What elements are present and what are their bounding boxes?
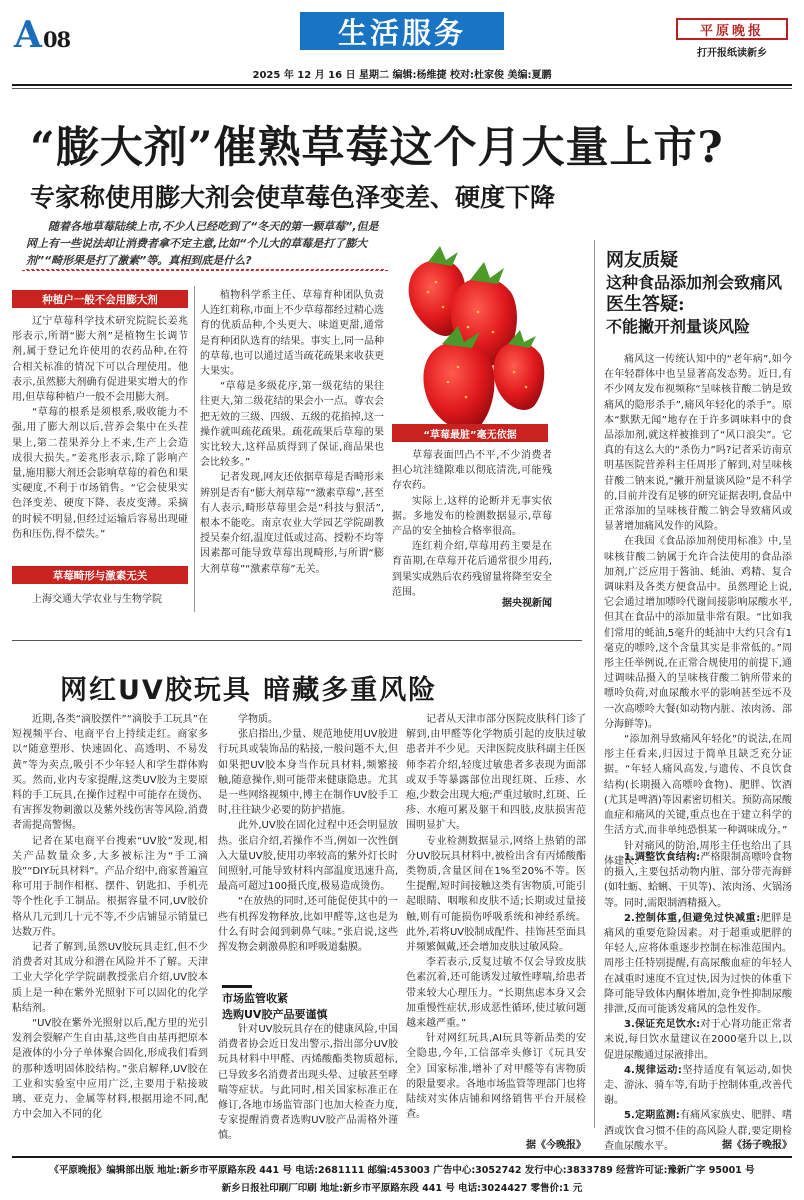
lead-col2: 植物科学系主任、草莓育种团队负责人连红莉称,市面上不少草莓都经过精心选育的优质品种,个头更大、味道更甜,通常是育种团队选育的结果。事实上,同一品种的草莓,也可以通过适当疏花疏果来收获更大果实。 “草莓是多级花序,第一级花结的果往往更大,第二级花结的果会小一点。尊农会把无效的三级、四级、五级的花掐掉,这一操作就叫疏花疏果。疏花疏果后草莓的果实比较大,这样品质得到了保证,商品果也会比较多。” 记者发现,网友还依据草莓是否畸形来辨别是否有“膨大剂草莓”“激素草莓”,甚至有人表示,畸形草莓里会是“科技与狠活”,根本不能吃。南京农业大学园艺学院副教授吴秦介绍,温度过低或过高、授粉不均等因素都可能导致草莓出现畸形,与所谓“膨大剂草莓”“激素草莓”无关。 (200, 290, 384, 575)
uv-source: 据《今晚报》 (526, 1140, 586, 1151)
newspaper-logo: 平原晚报 (676, 18, 788, 40)
footer-line-1: 《平原晚报》编辑部出版 地址:新乡市平原路东段 441 号 电话:2681111 邮编:453003 广告中心:3052742 发行中心:3833789 经营许可证:豫新广字 95001 号 (49, 1165, 755, 1176)
uv-col2: 学物质。 张启指出,少量、规范地使用UV胶进行玩具或装饰品的粘接,一般问题不大,但如果把UV胶本身当作玩具材料,频繁接触,随意操作,则可能带来健康隐患。尤其是一些网络视频中,博主在制作UV胶手工时,往往缺少必要的防护措施。 此外,UV胶在固化过程中还会明显放热。张启介绍,若操作不当,例如一次性倒入大量UV胶,使用功率较高的紫外灯长时间照射,可能导致材料内部温度迅速升高,最高可超过100摄氏度,极易造成烫伤。 “在放热的同时,还可能促使其中的一些有机挥发物释放,比如甲醛等,这也是为什么有时会闻到刺鼻气味。”张启说,这些挥发物会刺激鼻腔和呼吸道黏膜。 (218, 714, 398, 954)
page-number: A08 (14, 14, 71, 56)
uv-box-title: 市场监管收紧 选购UV胶产品要谨慎 (222, 985, 362, 1023)
side-body: 痛风这一传统认知中的“老年病”,如今在年轻群体中也呈显著高发态势。近日,有不少网友发布视频称“呈味核苷酸二钠是致痛风的隐形杀手”,痛风年轻化的杀手”。原本“默默无闻”地存在于许多调味料中的食品添加剂,就这样被推到了“风口浪尖”。它真的有这么大的“杀伤力”吗?记者采访南京明基医院营养科主任周彤了解到,对呈味核苷酸二钠来说,“撇开剂量谈风险”是不科学的,目前并没有足够的研究证据表明,食品中正常添加的呈味核苷酸二钠会导致痛风或显著增加痛风发作的风险。 在我国《食品添加剂使用标准》中,呈味核苷酸二钠属于允许合法使用的食品添加剂,广泛应用于酱油、蚝油、鸡精、复合调味料及各类方便食品中。虽然理论上说,它会通过增加嘌呤代谢间接影响尿酸水平,但其在食品中的添加量非常有限。“比如我们常用的蚝油,5毫升的蚝油中大约只含有1毫克的嘌呤,这个含量其实是非常低的。”周彤主任举例说,在正常合规使用的前提下,通过调味品摄入的呈味核苷酸二钠所带来的嘌呤负荷,对血尿酸水平的影响甚至远不及一次高嘌呤大餐(如动物内脏、浓肉汤、部分海鲜等)。 “添加剂导致痛风年轻化”的说法,在周彤主任看来,归因过于简单且缺乏充分证据。“年轻人痛风高发,与遗传、不良饮食结构(长期摄入高嘌呤食物)、肥胖、饮酒(尤其是啤酒)等因素密切相关。预防高尿酸血症和痛风的关键,重点也在于建立科学的生活方式,而非单纯恐惧某一种调味成分。” 针对痛风的防治,周彤主任也给出了具体建议: (604, 354, 792, 867)
lead-subheadline: 专家称使用膨大剂会使草莓色泽变差、硬度下降 (30, 183, 556, 212)
lead-source: 据央视新闻 (502, 598, 552, 609)
header-rule (12, 84, 792, 86)
footer-line-2: 新乡日报社印刷厂印刷 地址:新乡市平原路东段 441 号 电话:3024427 零售价:1 元 (221, 1183, 583, 1194)
side-source: 据《扬子晚报》 (722, 1140, 792, 1151)
uv-top-rule (12, 640, 582, 641)
lead-col3: 草莓表面凹凸不平,不少消费者担心坑洼缝隙难以彻底清洗,可能残存农药。 实际上,这样的论断并无事实依据。多地发布的检测数据显示,草莓产品的安全抽检合格率很高。 连红莉介绍,草莓用药主要是在育苗期,在草莓开花后通常很少用药,到果实成熟后农药残留量将降至安全范围。 (392, 450, 552, 598)
lead-col1-tail: 上海交通大学农业与生物学院 (32, 594, 162, 605)
uv-col2-tail: 针对UV胶玩具存在的健康风险,中国消费者协会近日发出警示,指出部分UV胶玩具材料中甲醛、丙烯酸酯类物质超标,已导致多名消费者出现头晕、过敏甚至哮喘等症状。与此同时,相关国家标准正在修订,各地市场监管部门也加大检查力度,专家提醒消费者选购UV胶产品需格外谨慎。 (218, 1024, 398, 1142)
issue-meta: 2025 年 12 月 16 日 星期二 编辑:杨维捷 校对:杜家俊 美编:夏鹏 (252, 70, 552, 81)
lead-col1: 辽宁草莓科学技术研究院院长姜兆彤表示,所谓“膨大剂”是植物生长调节剂,属于登记允许使用的农药品种,在符合相关标准的情况下可以合理使用。他表示,虽然膨大剂确有促进果实增大的作用,但草莓种植户一般不会用膨大剂。 “草莓的根系是须根系,吸收能力不强,用了膨大剂以后,营养会集中在头茬果上,第二茬果养分上不来,生产上会造成很大损失。”姜兆彤表示,除了影响产量,施用膨大剂还会影响草莓的着色和果实硬度,不利于市场销售。“它会使果实色泽变差、硬度下降、表皮变薄。采摘的时候不明显,但经过运输后容易出现碰伤和压伤,得不偿失。” (12, 316, 188, 540)
strawberry-photo (388, 222, 550, 440)
side-divider (594, 240, 595, 1128)
photo-caption: “草莓最脏”毫无依据 (392, 424, 548, 442)
side-tips: 1.调整饮食结构:严格限制高嘌呤食物的摄入,主要包括动物内脏、部分带壳海鲜(如牡蛎、蛤蜊、干贝等)、浓肉汤、火锅汤等。同时,需限制酒精摄入。 2.控制体重,但避免过快减重:肥胖是痛风的重要危险因素。对于超重或肥胖的年轻人,应将体重逐步控制在标准范围内。周彤主任特别提醒,有高尿酸血症的年轻人在减重时速度不宜过快,因为过快的体重下降可能导致体内酮体增加,竞争性抑制尿酸排泄,反而可能诱发痛风的急性发作。 3.保证充足饮水:对于心肾功能正常者来说,每日饮水量建议在2000毫升以上,以促进尿酸通过尿液排出。 4.规律运动:坚持适度有氧运动,如快走、游泳、骑车等,有助于控制体重,改善代谢。 5.定期监测:有痛风家族史、肥胖、嗜酒或饮食习惯不佳的高风险人群,要定期检查血尿酸水平。 (604, 852, 793, 1152)
column-divider (194, 286, 195, 612)
lead-intro: 随着各地草莓陆续上市,不少人已经吃到了“冬天的第一颗草莓”,但是网上有一些说法却让消费者拿不定主意,比如“个儿大的草莓是打了膨大剂”“畸形果是打了激素”等。真相到底是什么? (22, 218, 388, 271)
bar-deformed: 草莓畸形与激素无关 (12, 566, 188, 584)
uv-col3: 记者从天津市部分医院皮肤科门诊了解到,由甲醛等化学物质引起的皮肤过敏患者并不少见。天津医院皮肤科副主任医师李若介绍,轻度过敏患者多表现为面部或双手等暴露部位出现红斑、丘疹、水疱,少数会出现大疱;严重过敏时,红斑、丘疹、水疱可累及躯干和四肢,皮肤损害范围明显扩大。 专业检测数据显示,网络上热销的部分UV胶玩具材料中,被检出含有丙烯酸酯类物质,含量区间在1%至20%不等。医生提醒,短时间接触这类有害物质,可能引起眼睛、咽喉和皮肤不适;长期或过量接触,则有可能损伤呼吸系统和神经系统。此外,若将UV胶制成配件、挂饰甚至面具并频繁佩戴,还会增加皮肤过敏风险。 李若表示,反复过敏不仅会导致皮肤色素沉着,还可能诱发过敏性哮喘,给患者带来较大心理压力。“长期焦虑本身又会加重慢性症状,形成恶性循环,使过敏问题越来越严重。” 针对网红玩具,AI玩具等新品类的安全隐患,今年,工信部牵头修订《玩具安全》国家标准,增补了对甲醛等有害物质的限量要求。各地市场监管等理部门也将陆续对实体店铺和网络销售平台开展检查。 (406, 714, 586, 1121)
section-title: 生活服务 (300, 12, 504, 50)
side-headline: 网友质疑 这种食品添加剂会致痛风 医生答疑: 不能撇开剂量谈风险 (606, 250, 783, 336)
uv-headline: 网红UV胶玩具 暗藏多重风险 (60, 675, 438, 706)
footer-rule (12, 1156, 792, 1158)
header-rule-thin (12, 88, 792, 89)
lead-headline: “膨大剂”催熟草莓这个月大量上市? (30, 123, 724, 173)
bar-growers: 种植户一般不会用膨大剂 (12, 290, 188, 308)
uv-col1: 近期,各类“滴胶摆件”“滴胶手工玩具”在短视频平台、电商平台上持续走红。商家多以“随意塑形、快速固化、高透明、不易发黄”等为卖点,吸引不少年轻人和学生群体购买。然而,业内专家提醒,这类UV胶为主要原料的手工玩具,在操作过程中可能存在烫伤、有害挥发物刺激以及紫外线伤害等风险,消费者需提高警惕。 记者在某电商平台搜索“UV胶”发现,相关产品数量众多,大多被标注为“手工滴胶”“DIY玩具材料”。产品介绍中,商家普遍宣称可用于制作相框、摆件、钥匙扣、手机壳等个性化手工制品。根据容量不同,UV胶价格从几元到几十元不等,不少店铺显示销量已达数万件。 记者了解到,虽然UV胶玩具走红,但不少消费者对其成分和潜在风险并不了解。天津工业大学化学学院副教授张启介绍,UV胶本质上是一种在紫外光照射下可以固化的化学粘结剂。 “UV胶在紫外光照射以后,配方里的光引发剂会裂解产生自由基,这些自由基再把原本是液体的小分子单体聚合固化,形成我们看到的那种透明固体胶结构。”张启解释,UV胶在工业和实验室中应用广泛,主要用于粘接玻璃、亚克力、金属等材料,根据用途不同,配方中会加入不同的化 (12, 714, 208, 1121)
slogan: 打开报纸读新乡 (697, 48, 767, 59)
